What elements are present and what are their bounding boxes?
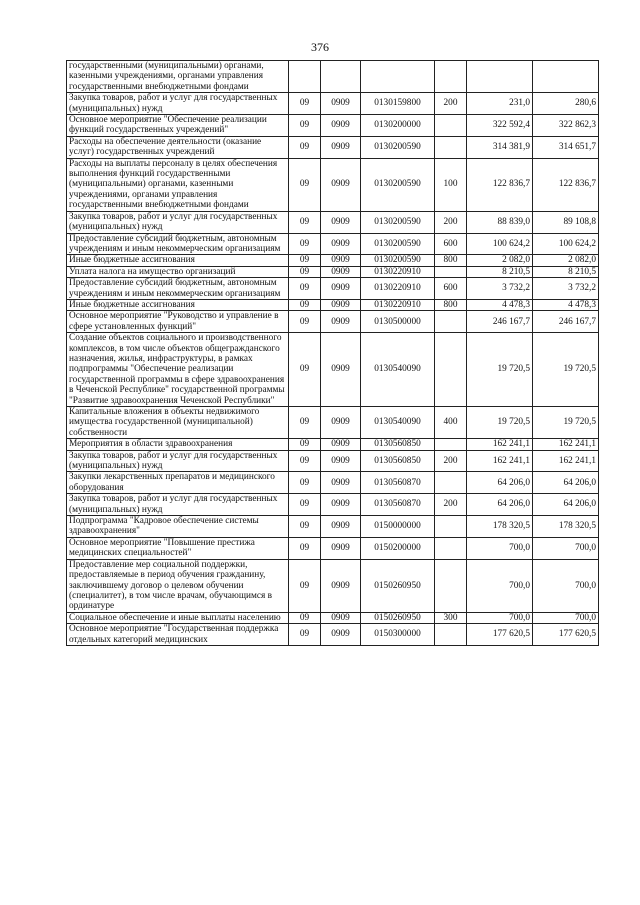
row-subsection: 0909 (321, 115, 361, 137)
table-row (67, 233, 599, 255)
table-row (67, 115, 599, 137)
table-row (67, 559, 599, 612)
row-sum-year2: 314 651,7 (533, 136, 599, 158)
table-row (67, 624, 599, 646)
table-row (67, 494, 599, 516)
row-expense-type (435, 624, 467, 646)
row-sum-year2: 700,0 (533, 559, 599, 612)
row-section: 09 (289, 115, 321, 137)
row-sum-year1: 314 381,9 (467, 136, 533, 158)
table-row (67, 211, 599, 233)
row-target-article: 0130500000 (361, 311, 435, 333)
row-sum-year2: 64 206,0 (533, 472, 599, 494)
row-name: Уплата налога на имущество организаций (67, 266, 289, 277)
row-subsection: 0909 (321, 439, 361, 450)
row-target-article: 0130200590 (361, 136, 435, 158)
row-subsection: 0909 (321, 407, 361, 439)
row-name: Закупки лекарственных препаратов и медицинского оборудования (67, 472, 289, 494)
row-target-article: 0130540090 (361, 407, 435, 439)
row-sum-year2 (533, 61, 599, 93)
row-target-article: 0130560850 (361, 450, 435, 472)
row-subsection: 0909 (321, 93, 361, 115)
row-sum-year1: 3 732,2 (467, 278, 533, 300)
row-name: Капитальные вложения в объекты недвижимого имущества государственной (муниципальной) собственности (67, 407, 289, 439)
row-expense-type: 800 (435, 299, 467, 310)
row-name: Расходы на выплаты персоналу в целях обеспечения выполнения функций государственными (муниципальными) органами, казенными учреждениями, органами управления государственными внебюджетными фондами (67, 158, 289, 211)
row-section: 09 (289, 537, 321, 559)
row-name: Социальное обеспечение и иные выплаты населению (67, 612, 289, 623)
row-target-article: 0150200000 (361, 537, 435, 559)
row-expense-type (435, 439, 467, 450)
row-target-article: 0130220910 (361, 278, 435, 300)
row-expense-type: 400 (435, 407, 467, 439)
row-name: государственными (муниципальными) органами, казенными учреждениями, органами управления государственными внебюджетными фондами (67, 61, 289, 93)
row-section: 09 (289, 136, 321, 158)
row-sum-year1: 700,0 (467, 612, 533, 623)
table-row (67, 450, 599, 472)
row-expense-type (435, 136, 467, 158)
row-target-article: 0130220910 (361, 299, 435, 310)
row-sum-year2: 64 206,0 (533, 494, 599, 516)
table-row (67, 158, 599, 211)
row-sum-year2: 280,6 (533, 93, 599, 115)
row-subsection: 0909 (321, 158, 361, 211)
row-name: Закупка товаров, работ и услуг для государственных (муниципальных) нужд (67, 494, 289, 516)
row-target-article: 0130560850 (361, 439, 435, 450)
table-row (67, 136, 599, 158)
row-sum-year2: 700,0 (533, 612, 599, 623)
row-subsection: 0909 (321, 136, 361, 158)
row-name: Расходы на обеспечение деятельности (оказание услуг) государственных учреждений (67, 136, 289, 158)
row-sum-year2: 8 210,5 (533, 266, 599, 277)
row-sum-year2: 162 241,1 (533, 450, 599, 472)
row-expense-type (435, 472, 467, 494)
row-section: 09 (289, 93, 321, 115)
row-sum-year1: 700,0 (467, 559, 533, 612)
row-name: Предоставление субсидий бюджетным, автономным учреждениям и иным некоммерческим организациям (67, 233, 289, 255)
row-target-article: 0130159800 (361, 93, 435, 115)
row-sum-year1: 700,0 (467, 537, 533, 559)
row-target-article: 0130200590 (361, 211, 435, 233)
row-target-article: 0150000000 (361, 516, 435, 538)
row-subsection: 0909 (321, 472, 361, 494)
budget-table (66, 60, 599, 646)
row-subsection: 0909 (321, 255, 361, 266)
row-sum-year1: 64 206,0 (467, 494, 533, 516)
row-expense-type: 200 (435, 211, 467, 233)
row-section: 09 (289, 559, 321, 612)
row-section: 09 (289, 439, 321, 450)
page-number: 376 (311, 40, 329, 54)
row-section: 09 (289, 516, 321, 538)
row-subsection: 0909 (321, 266, 361, 277)
row-sum-year2: 246 167,7 (533, 311, 599, 333)
row-target-article: 0130200590 (361, 158, 435, 211)
row-name: Закупка товаров, работ и услуг для государственных (муниципальных) нужд (67, 211, 289, 233)
row-sum-year2: 3 732,2 (533, 278, 599, 300)
row-target-article: 0130560870 (361, 472, 435, 494)
row-name: Мероприятия в области здравоохранения (67, 439, 289, 450)
row-sum-year2: 162 241,1 (533, 439, 599, 450)
row-sum-year1: 162 241,1 (467, 450, 533, 472)
row-subsection: 0909 (321, 450, 361, 472)
row-subsection: 0909 (321, 612, 361, 623)
row-section: 09 (289, 333, 321, 407)
row-expense-type: 100 (435, 158, 467, 211)
row-expense-type (435, 266, 467, 277)
row-section: 09 (289, 233, 321, 255)
row-expense-type (435, 115, 467, 137)
row-sum-year1: 64 206,0 (467, 472, 533, 494)
row-subsection: 0909 (321, 624, 361, 646)
row-target-article: 0130200590 (361, 233, 435, 255)
row-expense-type (435, 516, 467, 538)
table-row (67, 61, 599, 93)
row-name: Основное мероприятие "Обеспечение реализации функций государственных учреждений" (67, 115, 289, 137)
row-expense-type (435, 537, 467, 559)
row-target-article: 0130560870 (361, 494, 435, 516)
row-expense-type: 300 (435, 612, 467, 623)
row-subsection: 0909 (321, 516, 361, 538)
row-section: 09 (289, 612, 321, 623)
row-expense-type (435, 559, 467, 612)
row-sum-year1: 178 320,5 (467, 516, 533, 538)
row-sum-year1: 100 624,2 (467, 233, 533, 255)
row-expense-type: 200 (435, 494, 467, 516)
row-sum-year2: 19 720,5 (533, 333, 599, 407)
row-sum-year2: 89 108,8 (533, 211, 599, 233)
row-sum-year2: 177 620,5 (533, 624, 599, 646)
row-sum-year2: 122 836,7 (533, 158, 599, 211)
row-subsection: 0909 (321, 211, 361, 233)
row-section: 09 (289, 624, 321, 646)
row-sum-year1: 2 082,0 (467, 255, 533, 266)
row-name: Закупка товаров, работ и услуг для государственных (муниципальных) нужд (67, 450, 289, 472)
row-subsection: 0909 (321, 559, 361, 612)
row-section: 09 (289, 255, 321, 266)
row-sum-year1: 19 720,5 (467, 407, 533, 439)
row-sum-year1: 246 167,7 (467, 311, 533, 333)
row-expense-type (435, 61, 467, 93)
table-row (67, 612, 599, 623)
row-sum-year1: 322 592,4 (467, 115, 533, 137)
row-sum-year2: 700,0 (533, 537, 599, 559)
row-target-article: 0130200000 (361, 115, 435, 137)
table-row (67, 93, 599, 115)
row-sum-year1: 19 720,5 (467, 333, 533, 407)
row-target-article: 0130220910 (361, 266, 435, 277)
row-section: 09 (289, 472, 321, 494)
row-sum-year2: 2 082,0 (533, 255, 599, 266)
row-expense-type: 600 (435, 278, 467, 300)
row-target-article: 0130200590 (361, 255, 435, 266)
row-sum-year2: 322 862,3 (533, 115, 599, 137)
row-name: Создание объектов социального и производственного комплексов, в том числе объектов общегражданского назначения, жилья, инфраструктуры, в рамках подпрограммы "Обеспечение реализации государственной программы в сфере здравоохранения в Чеченской Республике" государственной программы "Развитие здравоохранения Чеченской Республики" (67, 333, 289, 407)
row-section: 09 (289, 158, 321, 211)
table-row (67, 407, 599, 439)
row-sum-year1: 122 836,7 (467, 158, 533, 211)
row-name: Закупка товаров, работ и услуг для государственных (муниципальных) нужд (67, 93, 289, 115)
row-name: Подпрограмма "Кадровое обеспечение системы здравоохранения" (67, 516, 289, 538)
table-row (67, 266, 599, 277)
row-subsection: 0909 (321, 233, 361, 255)
row-sum-year1: 177 620,5 (467, 624, 533, 646)
row-section: 09 (289, 278, 321, 300)
row-sum-year1: 88 839,0 (467, 211, 533, 233)
row-name: Иные бюджетные ассигнования (67, 299, 289, 310)
row-subsection: 0909 (321, 537, 361, 559)
row-target-article: 0150300000 (361, 624, 435, 646)
table-row (67, 255, 599, 266)
row-section: 09 (289, 450, 321, 472)
row-sum-year2: 178 320,5 (533, 516, 599, 538)
row-expense-type: 200 (435, 450, 467, 472)
row-target-article: 0130540090 (361, 333, 435, 407)
row-sum-year1: 162 241,1 (467, 439, 533, 450)
row-sum-year2: 19 720,5 (533, 407, 599, 439)
row-sum-year1: 8 210,5 (467, 266, 533, 277)
row-sum-year1: 4 478,3 (467, 299, 533, 310)
table-row (67, 472, 599, 494)
row-subsection: 0909 (321, 311, 361, 333)
row-section: 09 (289, 407, 321, 439)
row-sum-year1: 231,0 (467, 93, 533, 115)
row-target-article: 0150260950 (361, 559, 435, 612)
row-subsection (321, 61, 361, 93)
table-row (67, 333, 599, 407)
table-row (67, 311, 599, 333)
table-row (67, 439, 599, 450)
row-subsection: 0909 (321, 494, 361, 516)
row-target-article (361, 61, 435, 93)
row-target-article: 0150260950 (361, 612, 435, 623)
row-expense-type (435, 333, 467, 407)
row-expense-type: 600 (435, 233, 467, 255)
row-name: Предоставление мер социальной поддержки, предоставляемые в период обучения гражданину, заключившему договор о целевом обучении (специалитет), в том числе врачам, обучающимся в ординатуре (67, 559, 289, 612)
row-name: Основное мероприятие "Руководство и управление в сфере установленных функций" (67, 311, 289, 333)
row-name: Иные бюджетные ассигнования (67, 255, 289, 266)
row-name: Предоставление субсидий бюджетным, автономным учреждениям и иным некоммерческим организациям (67, 278, 289, 300)
row-name: Основное мероприятие "Повышение престижа медицинских специальностей" (67, 537, 289, 559)
table-row (67, 299, 599, 310)
row-subsection: 0909 (321, 278, 361, 300)
row-sum-year2: 4 478,3 (533, 299, 599, 310)
row-section: 09 (289, 211, 321, 233)
row-section: 09 (289, 266, 321, 277)
row-sum-year1 (467, 61, 533, 93)
row-sum-year2: 100 624,2 (533, 233, 599, 255)
row-section: 09 (289, 299, 321, 310)
table-row (67, 516, 599, 538)
row-section (289, 61, 321, 93)
table-row (67, 537, 599, 559)
row-expense-type (435, 311, 467, 333)
row-section: 09 (289, 494, 321, 516)
row-expense-type: 200 (435, 93, 467, 115)
table-row (67, 278, 599, 300)
row-expense-type: 800 (435, 255, 467, 266)
row-subsection: 0909 (321, 299, 361, 310)
row-subsection: 0909 (321, 333, 361, 407)
row-section: 09 (289, 311, 321, 333)
row-name: Основное мероприятие "Государственная поддержка отдельных категорий медицинских (67, 624, 289, 646)
